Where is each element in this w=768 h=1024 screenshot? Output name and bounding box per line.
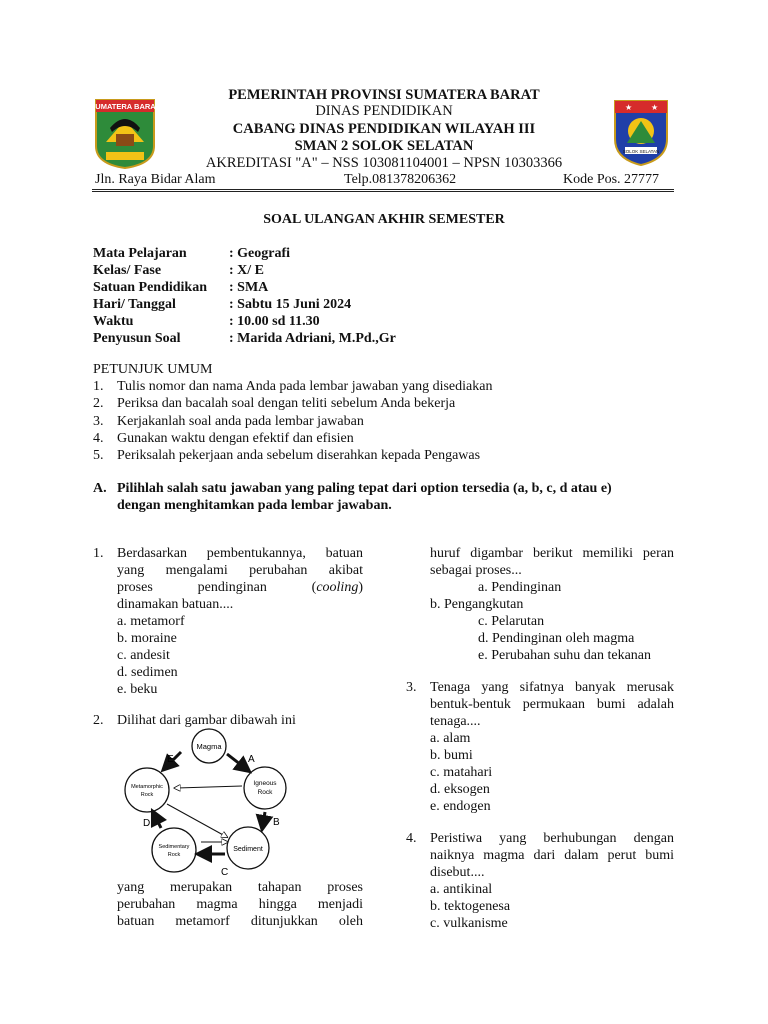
info-row (93, 313, 396, 330)
header-branch: CABANG DINAS PENDIDIKAN WILAYAH III (232, 121, 536, 137)
info-row (93, 330, 396, 347)
question-2: 2. Dilihat dari gambar dibawah ini (93, 713, 296, 728)
header-divider-thin (92, 191, 674, 192)
page-title: SOAL ULANGAN AKHIR SEMESTER (263, 212, 505, 227)
info-value: : Marida Adriani, M.Pd.,Gr (229, 331, 396, 346)
answer-option: c. matahari (430, 765, 493, 780)
question-2-text: yang merupakan tahapan proses perubahan magma hingga menjadi batuan metamorf ditunjukkan oleh (117, 880, 363, 929)
header-school: SMAN 2 SOLOK SELATAN (294, 138, 474, 154)
answer-option: d. Pendinginan oleh magma (478, 631, 635, 646)
header-phone: Telp.081378206362 (344, 172, 457, 187)
logo-left-text: SUMATERA BARAT (90, 102, 160, 111)
instructions-heading: PETUNJUK UMUM (93, 362, 213, 377)
label-d: D (143, 818, 151, 829)
answer-option: b. tektogenesa (430, 899, 511, 914)
answer-option: d. eksogen (430, 782, 490, 797)
instruction-item: 5. Periksalah pekerjaan anda sebelum diserahkan kepada Pengawas (93, 448, 481, 464)
info-row (93, 245, 396, 262)
label-c: C (221, 867, 229, 878)
instruction-item: 3. Kerjakanlah soal anda pada lembar jawaban (93, 413, 364, 429)
general-instructions (93, 361, 693, 464)
question-1: 1. Berdasarkan pembentukannya, batuan yang mengalami perubahan akibat proses pendinginan (cooling) dinamakan batuan.... a. metamorf b. moraine c. andesit d. sedimen e. beku (93, 546, 363, 697)
label-a: A (248, 754, 255, 765)
answer-option: c. vulkanisme (430, 916, 508, 931)
info-value: : 10.00 sd 11.30 (229, 314, 320, 329)
answer-option: a. alam (430, 731, 471, 746)
svg-text:Rock: Rock (257, 789, 273, 796)
answer-option: b. Pengangkutan (430, 597, 524, 612)
info-key: Waktu (93, 314, 134, 329)
question-4: 4. Peristiwa yang berhubungan dengan naiknya magma dari dalam perut bumi disebut.... a. antikinal b. tektogenesa c. vulkanisme (406, 831, 674, 931)
info-value: : X/ E (229, 263, 264, 278)
svg-text:★: ★ (651, 103, 659, 112)
info-key: Satuan Pendidikan (93, 280, 207, 295)
answer-option: a. metamorf (117, 614, 185, 629)
instruction-item: 4. Gunakan waktu dengan efektif dan efisien (93, 430, 354, 446)
info-value: : Geografi (229, 246, 291, 261)
info-value: : Sabtu 15 Juni 2024 (229, 297, 352, 312)
svg-text:★: ★ (625, 103, 633, 112)
svg-text:Sedimentary: Sedimentary (158, 844, 190, 850)
answer-option: d. sedimen (117, 665, 178, 680)
svg-text:Sediment: Sediment (233, 846, 263, 853)
metamorphic-rock-node (125, 768, 169, 812)
rock-cycle-diagram (117, 728, 289, 878)
exam-info (93, 245, 396, 347)
answer-option: c. Pelarutan (478, 614, 545, 629)
info-key: Mata Pelajaran (93, 246, 187, 261)
answer-option: e. Perubahan suhu dan tekanan (478, 648, 651, 663)
sedimentary-rock-node (152, 828, 196, 872)
answer-option: a. antikinal (430, 882, 493, 897)
answer-option: a. Pendinginan (478, 580, 562, 595)
header-divider (92, 189, 674, 190)
label-e: E (167, 754, 174, 765)
answer-option: b. bumi (430, 748, 473, 763)
logo-right-text: SOLOK SELATAN (622, 149, 660, 154)
header-government: PEMERINTAH PROVINSI SUMATERA BARAT (228, 87, 540, 103)
header-address: Jln. Raya Bidar Alam (95, 172, 216, 187)
label-b: B (273, 817, 280, 828)
instruction-item: 1. Tulis nomor dan nama Anda pada lembar jawaban yang disediakan (93, 379, 493, 395)
section-a-instruction: A. Pilihlah salah satu jawaban yang paling tepat dari option tersedia (a, b, c, d atau e) dengan menghitamkan pada lembar jawaban. (93, 481, 612, 513)
answer-option: c. andesit (117, 648, 170, 663)
header-postal: Kode Pos. 27777 (563, 172, 660, 187)
info-key: Hari/ Tanggal (93, 297, 176, 312)
instruction-item: 2. Periksa dan bacalah soal dengan teliti sebelum Anda bekerja (93, 396, 456, 412)
igneous-rock-node (244, 767, 286, 809)
svg-text:Rock: Rock (167, 852, 181, 858)
info-value: : SMA (229, 280, 269, 295)
svg-text:Magma: Magma (196, 742, 222, 751)
info-row (93, 262, 396, 279)
header-department: DINAS PENDIDIKAN (315, 103, 453, 119)
svg-text:Metamorphic: Metamorphic (131, 784, 163, 790)
info-row (93, 279, 396, 296)
question-2-continued: huruf digambar berikut memiliki peran sebagai proses... a. Pendinginan b. Pengangkutan c. Pelarutan d. Pendinginan oleh magma e. Perubahan suhu dan tekanan (430, 546, 674, 663)
answer-option: e. beku (117, 682, 158, 697)
svg-text:Rock: Rock (140, 792, 154, 798)
answer-option: e. endogen (430, 799, 491, 814)
question-3: 3. Tenaga yang sifatnya banyak merusak bentuk-bentuk permukaan bumi adalah tenaga.... a. alam b. bumi c. matahari d. eksogen e. endogen (406, 680, 674, 814)
svg-text:Igneous: Igneous (253, 780, 277, 787)
header-accreditation: AKREDITASI "A" – NSS 103081104001 – NPSN 10303366 (205, 155, 563, 171)
info-key: Penyusun Soal (93, 331, 181, 346)
info-row (93, 296, 396, 313)
answer-option: b. moraine (117, 631, 177, 646)
info-key: Kelas/ Fase (93, 263, 162, 278)
